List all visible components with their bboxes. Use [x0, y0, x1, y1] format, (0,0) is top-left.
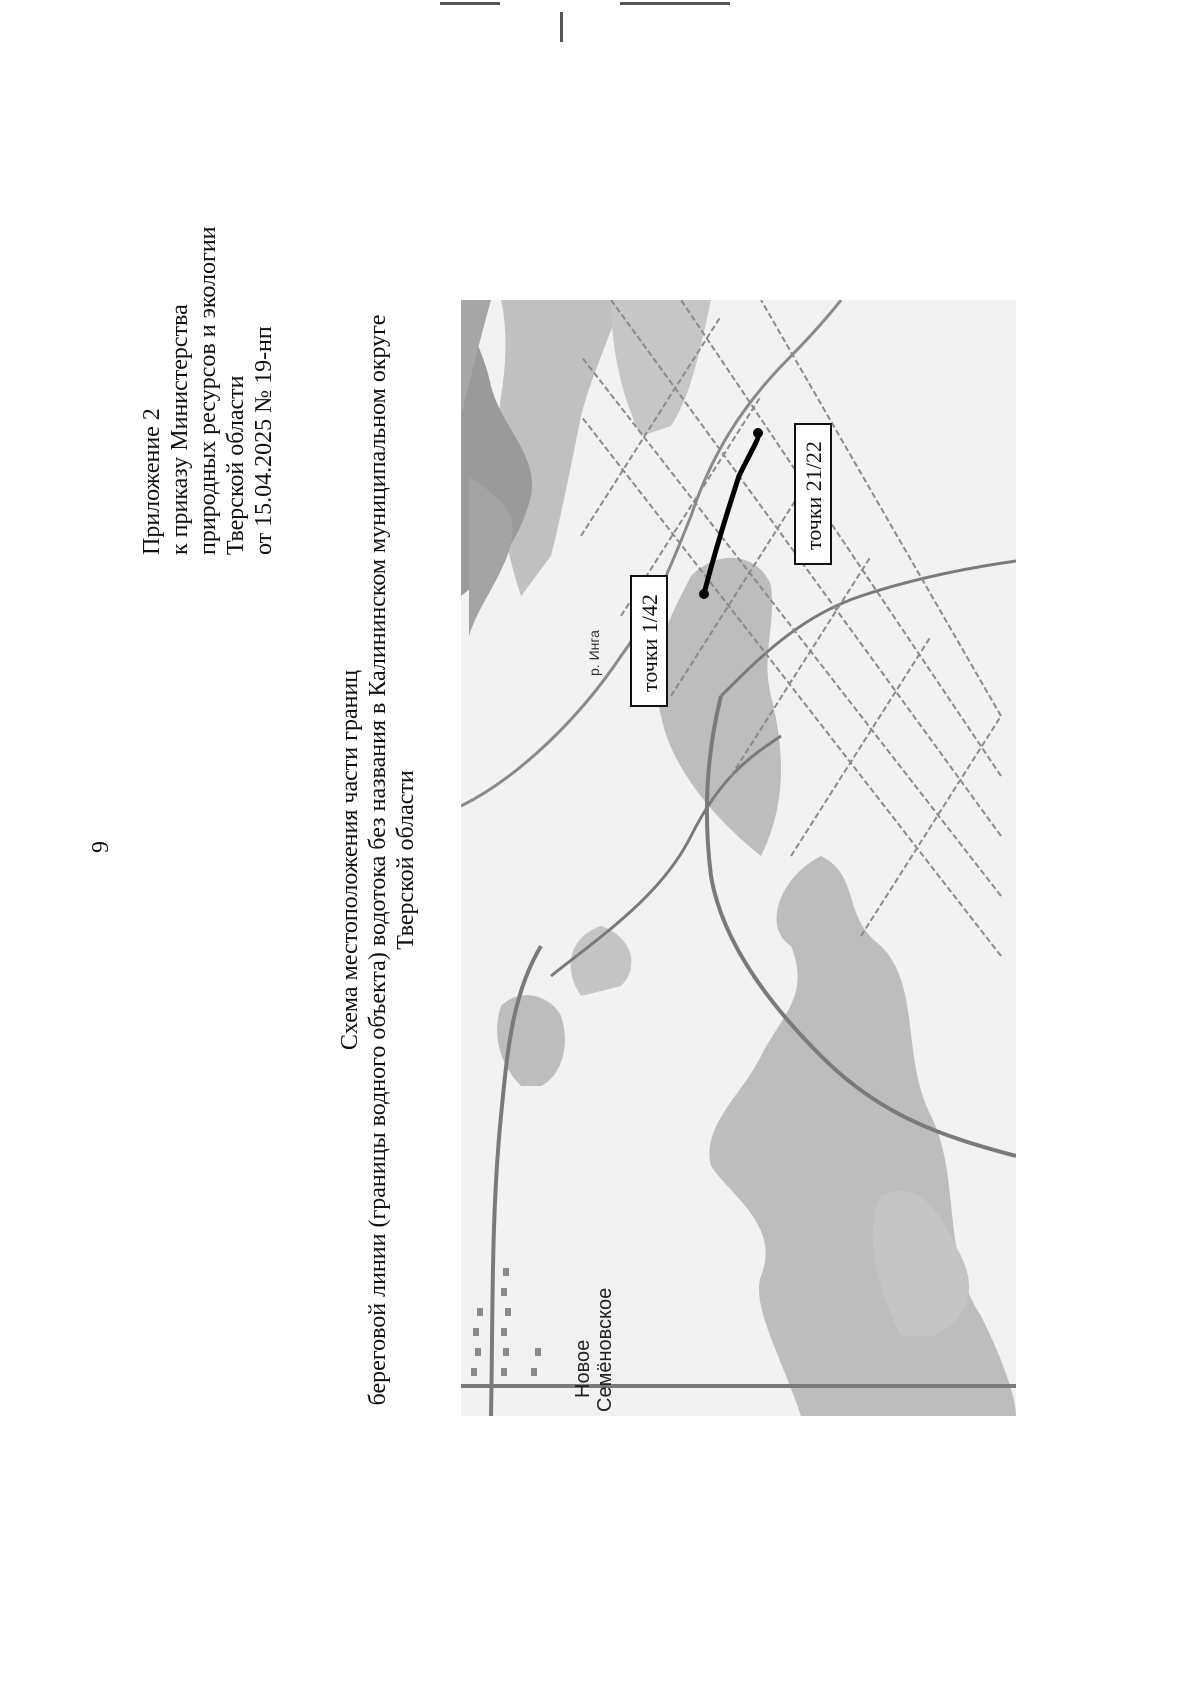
boundary-point-end: [753, 428, 763, 438]
title-line: Схема местоположения части границ: [337, 669, 363, 1051]
map: [461, 300, 1016, 1416]
map-canvas: [461, 300, 1016, 1416]
point-label-2: [795, 424, 831, 564]
page-number: 9: [88, 841, 114, 853]
point-label-1-text: точки 1/42: [637, 594, 662, 692]
appendix-line: природных ресурсов и экологии: [195, 226, 221, 555]
settlement-buildings: [471, 1268, 541, 1376]
point-label-1: [631, 576, 667, 706]
boundary-point-start: [699, 589, 709, 599]
map-title: [336, 215, 420, 1505]
settlement-label-line2: Семёновское: [594, 1287, 616, 1412]
appendix-line: Приложение 2: [139, 408, 165, 555]
title-line: береговой линии (границы водного объекта) водотока без названия в Калининском муниципальном округе: [365, 314, 391, 1406]
appendix-line: от 15.04.2025 № 19-нп: [251, 326, 277, 555]
forest-area: [709, 856, 1016, 1416]
appendix-block: [138, 35, 278, 555]
title-line: Тверской области: [393, 770, 419, 950]
settlement-label-line1: Новое: [572, 1339, 594, 1398]
appendix-line: Тверской области: [223, 375, 249, 555]
point-label-2-text: точки 21/22: [801, 441, 826, 550]
appendix-line: к приказу Министерства: [167, 304, 193, 555]
river-label: р. Инга: [586, 630, 602, 676]
